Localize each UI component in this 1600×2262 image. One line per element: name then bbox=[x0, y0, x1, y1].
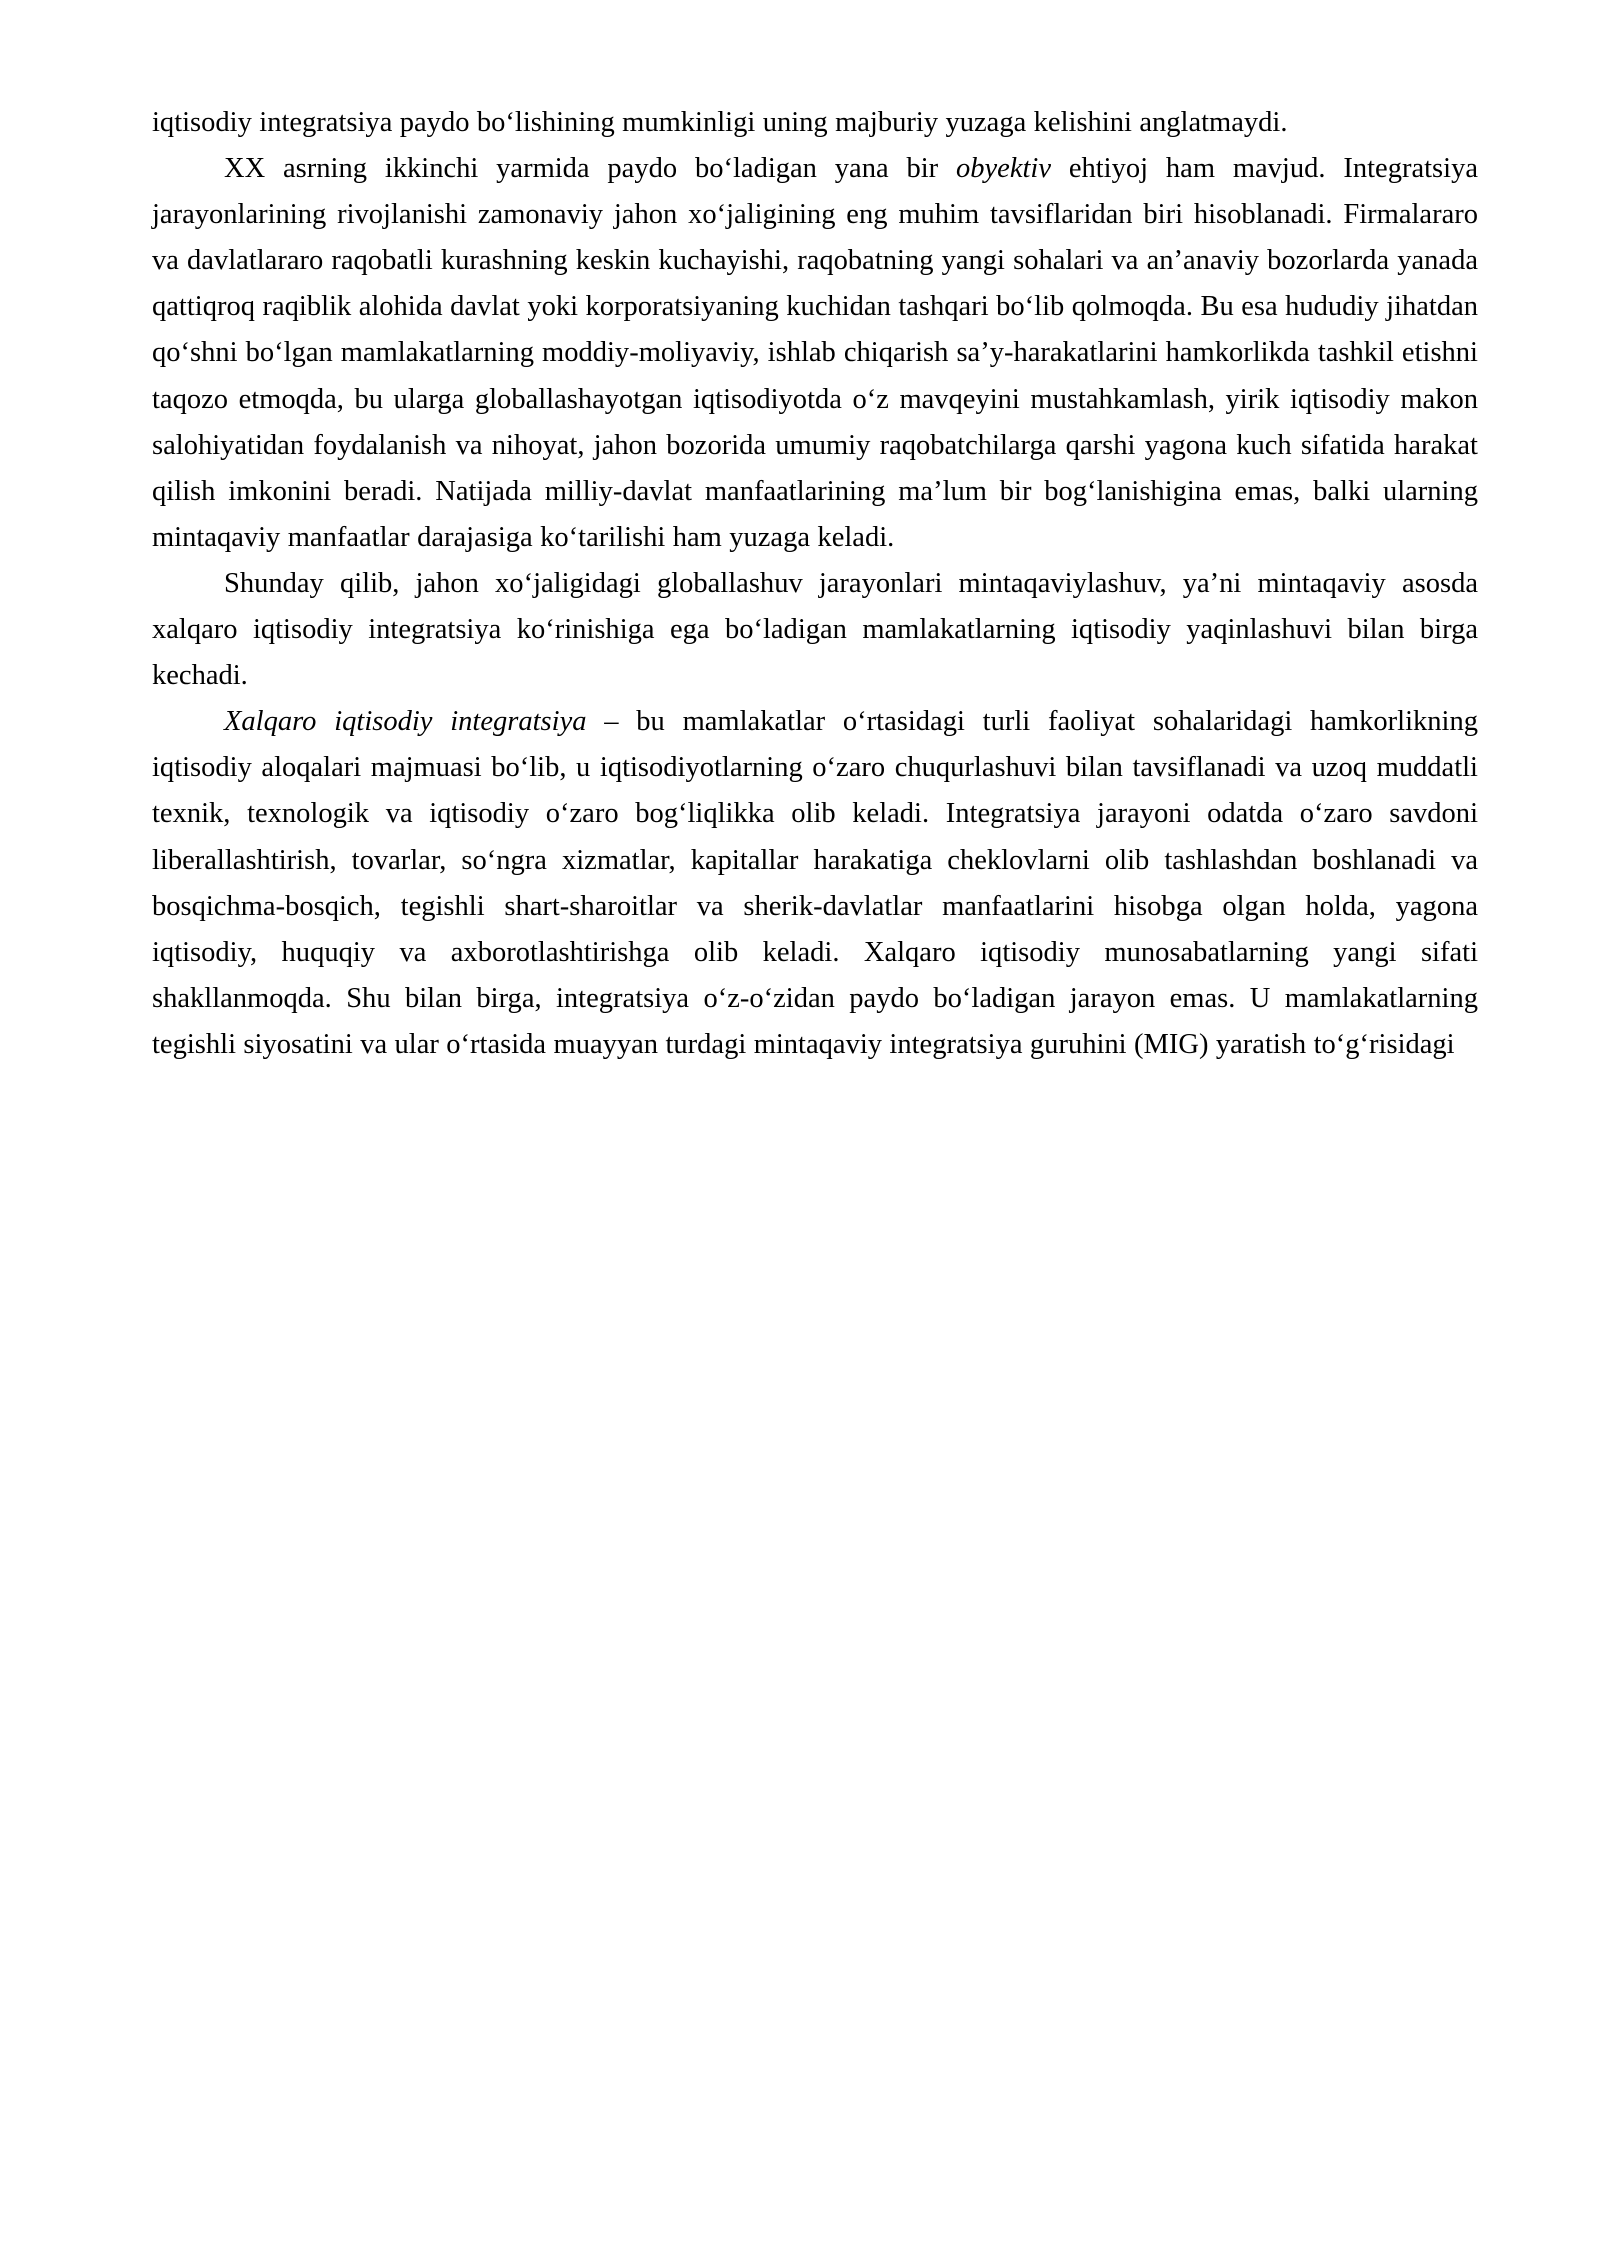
document-body bbox=[152, 100, 1478, 1068]
paragraph bbox=[152, 100, 1478, 146]
paragraph bbox=[152, 699, 1478, 1068]
body-text: XX asrning ikkinchi yarmida paydo bo‘ladigan yana bir bbox=[224, 153, 956, 185]
emphasis-text: Xalqaro iqtisodiy integratsiya bbox=[224, 706, 587, 738]
body-text: – bu mamlakatlar o‘rtasidagi turli faoliyat sohalaridagi hamkorlikning iqtisodiy aloqalari majmuasi bo‘lib, u iqtisodiyotlarning o‘zaro chuqurlashuvi bilan tavsiflanadi va uzoq muddatli texnik, texnologik va iqtisodiy o‘zaro bog‘liqlikka olib keladi. Integratsiya jarayoni odatda o‘zaro savdoni liberallashtirish, tovarlar, so‘ngra xizmatlar, kapitallar harakatiga cheklovlarni olib tashlashdan boshlanadi va bosqichma-bosqich, tegishli shart-sharoitlar va sherik-davlatlar manfaatlarini hisobga olgan holda, yagona iqtisodiy, huquqiy va axborotlashtirishga olib keladi. Xalqaro iqtisodiy munosabatlarning yangi sifati shakllanmoqda. Shu bilan birga, integratsiya o‘z-o‘zidan paydo bo‘ladigan jarayon emas. U mamlakatlarning tegishli siyosatini va ular o‘rtasida muayyan turdagi mintaqaviy integratsiya guruhini (MIG) yaratish to‘g‘risidagi bbox=[152, 706, 1478, 1060]
paragraph bbox=[152, 146, 1478, 561]
paragraph bbox=[152, 561, 1478, 699]
body-text: iqtisodiy integratsiya paydo bo‘lishining mumkinligi uning majburiy yuzaga kelishini anglatmaydi. bbox=[152, 107, 1288, 138]
body-text: ehtiyoj ham mavjud. Integratsiya jarayonlarining rivojlanishi zamonaviy jahon xo‘jaligining eng muhim tavsiflaridan biri hisoblanadi. Firmalararo va davlatlararo raqobatli kurashning keskin kuchayishi, raqobatning yangi sohalari va an’anaviy bozorlarda yanada qattiqroq raqiblik alohida davlat yoki korporatsiyaning kuchidan tashqari bo‘lib qolmoqda. Bu esa hududiy jihatdan qo‘shni bo‘lgan mamlakatlarning moddiy-moliyaviy, ishlab chiqarish sa’y-harakatlarini hamkorlikda tashkil etishni taqozo etmoqda, bu ularga globallashayotgan iqtisodiyotda o‘z mavqeyini mustahkamlash, yirik iqtisodiy makon salohiyatidan foydalanish va nihoyat, jahon bozorida umumiy raqobatchilarga qarshi yagona kuch sifatida harakat qilish imkonini beradi. Natijada milliy-davlat manfaatlarining ma’lum bir bog‘lanishigina emas, balki ularning mintaqaviy manfaatlar darajasiga ko‘tarilishi ham yuzaga keladi. bbox=[152, 153, 1478, 553]
emphasis-text: obyektiv bbox=[955, 153, 1051, 185]
body-text: Shunday qilib, jahon xo‘jaligidagi globallashuv jarayonlari mintaqaviylashuv, ya’ni mintaqaviy asosda xalqaro iqtisodiy integratsiya ko‘rinishiga ega bo‘ladigan mamlakatlarning iqtisodiy yaqinlashuvi bilan birga kechadi. bbox=[152, 567, 1478, 692]
